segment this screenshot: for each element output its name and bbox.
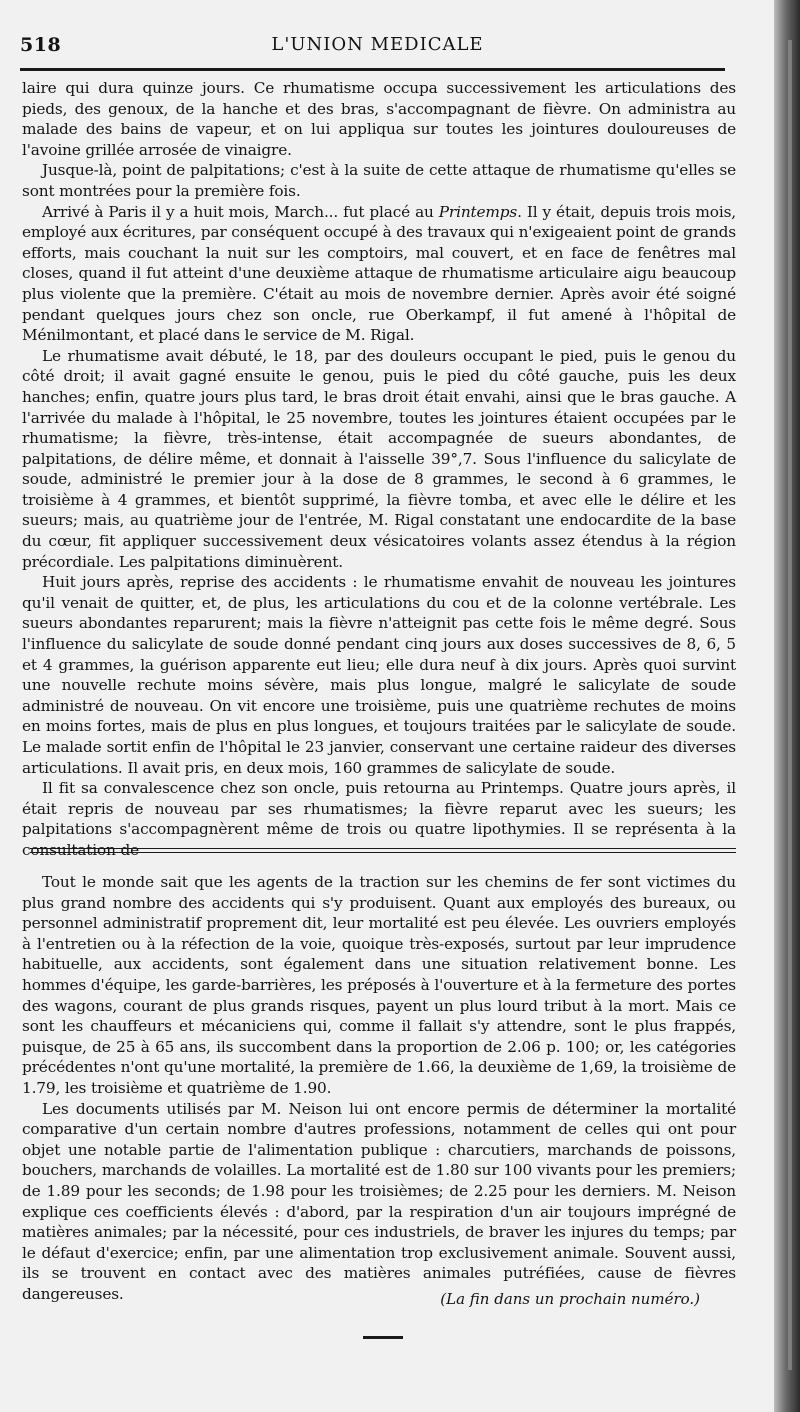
header-rule (20, 68, 725, 71)
paragraph: laire qui dura quinze jours. Ce rhumatisme occupa successivement les articulations des pieds, des genoux, de la hanche et des bras, s'accompagnant de fièvre. On administra au malade des bains de vapeur, et on lui appliqua sur toutes les jointures douloureuses de l'avoine grillée arrosée de vinaigre. (22, 79, 736, 159)
page-header (20, 34, 735, 60)
paragraph: Huit jours après, reprise des accidents : le rhumatisme envahit de nouveau les jointures qu'il venait de quitter, et, de plus, les articulations du cou et de la colonne vertébrale. Les sueurs abondantes reparurent; mais la fièvre n'atteignit pas cette fois le même degré. Sous l'influence du salicylate de soude donné pendant cinq jours aux doses successives de 8, 6, 5 et 4 grammes, la guérison apparente eut lieu; elle dura neuf à dix jours. Après quoi survint une nouvelle rechute moins sévère, mais plus longue, malgré le salicylate de soude administré de nouveau. On vit encore une troisième, puis une quatrième rechutes de moins en moins fortes, mais de plus en plus longues, et toujours traitées par le salicylate de soude. Le malade sortit enfin de l'hôpital le 23 janvier, conservant une certaine raideur des diverses articulations. Il avait pris, en deux mois, 160 grammes de salicylate de soude. (22, 573, 736, 777)
italic-store-name: Printemps (438, 202, 518, 221)
article-text-lower (22, 872, 736, 1304)
journal-title: L'UNION MEDICALE (271, 34, 484, 55)
page-edge-highlight (788, 40, 792, 1370)
continuation-note: (La fin dans un prochain numéro.) (440, 1290, 700, 1308)
end-rule (363, 1336, 403, 1339)
section-divider (30, 848, 736, 853)
page-number: 518 (20, 34, 62, 56)
paragraph: Il fit sa convalescence chez son oncle, puis retourna au Printemps. Quatre jours après, il était repris de nouveau par ses rhumatismes; la fièvre reparut avec les sueurs; les palpitations s'accompagnèrent même de trois ou quatre lipothymies. Il se représenta à la consultation de (22, 779, 736, 859)
paragraph: Arrivé à Paris il y a huit mois, March... fut placé au Printemps. Il y était, depuis trois mois, employé aux écritures, par conséquent occupé à des travaux qui n'exigeaient point de grands efforts, mais couchant la nuit sur les comptoirs, mal couvert, et en face de fenêtres mal closes, quand il fut atteint d'une deuxième attaque de rhumatisme articulaire aigu beaucoup plus violente que la première. C'était au mois de novembre dernier. Après avoir été soigné pendant quelques jours chez son oncle, rue Oberkampf, il fut amené à l'hôpital de Ménilmontant, et placé dans le service de M. Rigal. (22, 202, 736, 345)
paragraph: Les documents utilisés par M. Neison lui ont encore permis de déterminer la mortalité comparative d'un certain nombre d'autres professions, notamment de celles qui ont pour objet une notable partie de l'alimentation publique : charcutiers, marchands de poissons, bouchers, marchands de volailles. La mortalité est de 1.80 sur 100 vivants pour les premiers; de 1.89 pour les seconds; de 1.98 pour les troisièmes; de 2.25 pour les derniers. M. Neison explique ces coefficients élevés : d'abord, par la respiration d'un air toujours imprégné de matières animales; par la nécessité, pour ces industriels, de braver les injures du temps; par le défaut d'exercice; enfin, par une alimentation trop exclusivement animale. Souvent aussi, ils se trouvent en contact avec des matières animales putréfiées, cause de fièvres dangereuses. (22, 1099, 736, 1303)
paragraph: Tout le monde sait que les agents de la traction sur les chemins de fer sont victimes du plus grand nombre des accidents qui s'y produisent. Quant aux employés des bureaux, ou personnel administratif proprement dit, leur mortalité est peu élevée. Les ouvriers employés à l'entretien ou à la réfection de la voie, quoique très-exposés, surtout par leur imprudence habituelle, aux accidents, sont également dans une situation relativement bonne. Les hommes d'équipe, les garde-barrières, les préposés à l'ouverture et à la fermeture des portes des wagons, courant de plus grands risques, payent un plus lourd tribut à la mort. Mais ce sont les chauffeurs et mécaniciens qui, comme il fallait s'y attendre, sont le plus frappés, puisque, de 25 à 65 ans, ils succombent dans la proportion de 2.06 p. 100; or, les catégories précédentes n'ont qu'une mortalité, la première de 1.66, la deuxième de 1,69, la troisième de 1.79, les troisième et quatrième de 1.90. (22, 873, 736, 1097)
article-text-upper (22, 78, 736, 861)
paragraph: Jusque-là, point de palpitations; c'est à la suite de cette attaque de rhumatisme qu'elles se sont montrées pour la première fois. (22, 161, 736, 200)
page-edge (774, 0, 800, 1412)
paragraph: Le rhumatisme avait débuté, le 18, par des douleurs occupant le pied, puis le genou du côté droit; il avait gagné ensuite le genou, puis le pied du côté gauche, puis les deux hanches; enfin, quatre jours plus tard, le bras droit était envahi, ainsi que le bras gauche. A l'arrivée du malade à l'hôpital, le 25 novembre, toutes les jointures étaient occupées par le rhumatisme; la fièvre, très-intense, était accompagnée de sueurs abondantes, de palpitations, de délire même, et donnait à l'aisselle 39°,7. Sous l'influence du salicylate de soude, administré le premier jour à la dose de 8 grammes, le second à 6 grammes, le troisième à 4 grammes, et bientôt supprimé, la fièvre tomba, et avec elle le délire et les sueurs; mais, au quatrième jour de l'entrée, M. Rigal constatant une endocardite de la base du cœur, fit appliquer successivement deux vésicatoires volants assez étendus à la région précordiale. Les palpitations diminuèrent. (22, 346, 736, 571)
